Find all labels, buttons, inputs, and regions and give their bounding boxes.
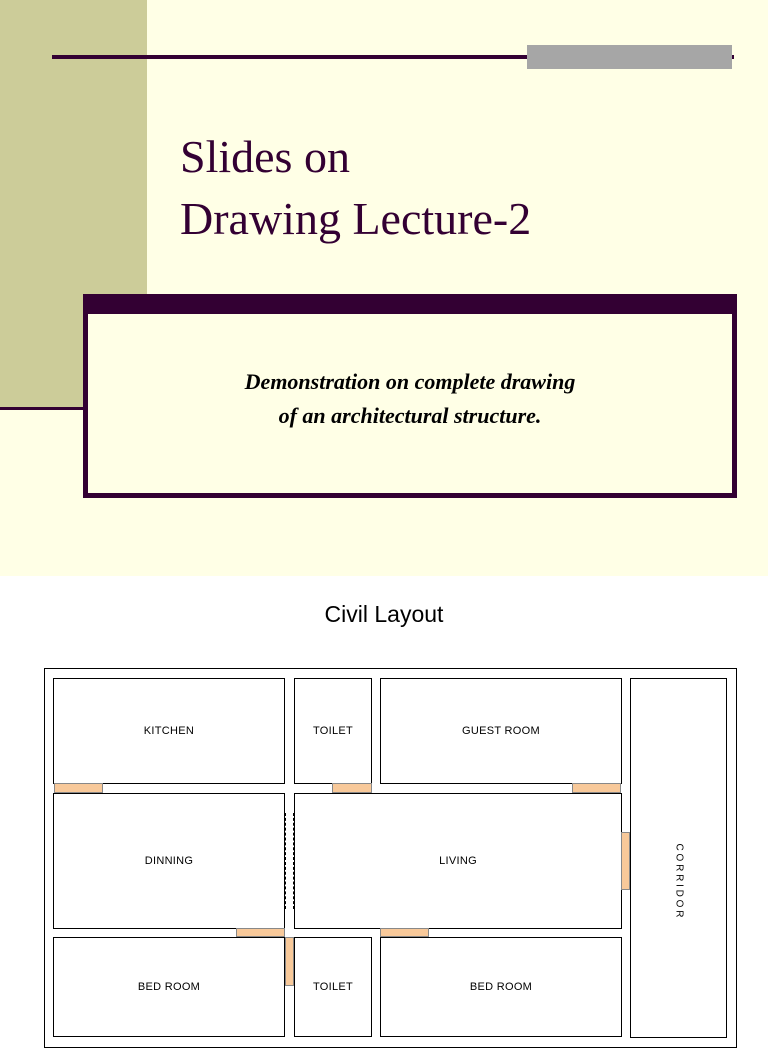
subtitle-box <box>83 310 737 498</box>
room-label-dinning: DINNING <box>144 855 194 867</box>
room-label-bed-room-left: BED ROOM <box>137 981 201 993</box>
room-guest-room <box>380 678 622 784</box>
door-toilet-bottom <box>285 937 294 986</box>
door-bed-room-left <box>236 928 285 937</box>
door-corridor <box>621 832 630 890</box>
door-kitchen <box>54 783 103 793</box>
room-label-bed-room-right: BED ROOM <box>469 981 533 993</box>
room-label-guest-room: GUEST ROOM <box>462 725 540 737</box>
layout-heading: Civil Layout <box>324 601 444 627</box>
subtitle-line-2: of an architectural structure. <box>278 403 542 428</box>
room-label-corridor: C O R R I D O R <box>673 843 685 917</box>
room-toilet-bottom <box>294 937 372 1037</box>
slide-subtitle <box>88 365 732 433</box>
slide-title-line-2: Drawing Lecture-2 <box>180 193 532 244</box>
room-bed-room-right <box>380 937 622 1037</box>
room-dinning <box>53 793 285 929</box>
door-toilet-top <box>332 783 372 793</box>
room-label-kitchen: KITCHEN <box>143 725 195 737</box>
door-bed-room-right <box>380 928 429 937</box>
room-toilet-top <box>294 678 372 784</box>
room-label-living: LIVING <box>439 855 477 867</box>
slide-title <box>180 126 531 250</box>
dinning-living-opening <box>285 813 294 909</box>
room-label-toilet-top: TOILET <box>312 725 354 737</box>
room-living <box>294 793 622 929</box>
slide-title-line-1: Slides on <box>180 131 350 182</box>
room-bed-room-left <box>53 937 285 1037</box>
top-gray-bar <box>527 45 732 69</box>
door-guest-room <box>572 783 621 793</box>
subtitle-line-1: Demonstration on complete drawing <box>244 369 576 394</box>
room-kitchen <box>53 678 285 784</box>
side-accent-line <box>0 407 86 410</box>
room-label-toilet-bottom: TOILET <box>312 981 354 993</box>
